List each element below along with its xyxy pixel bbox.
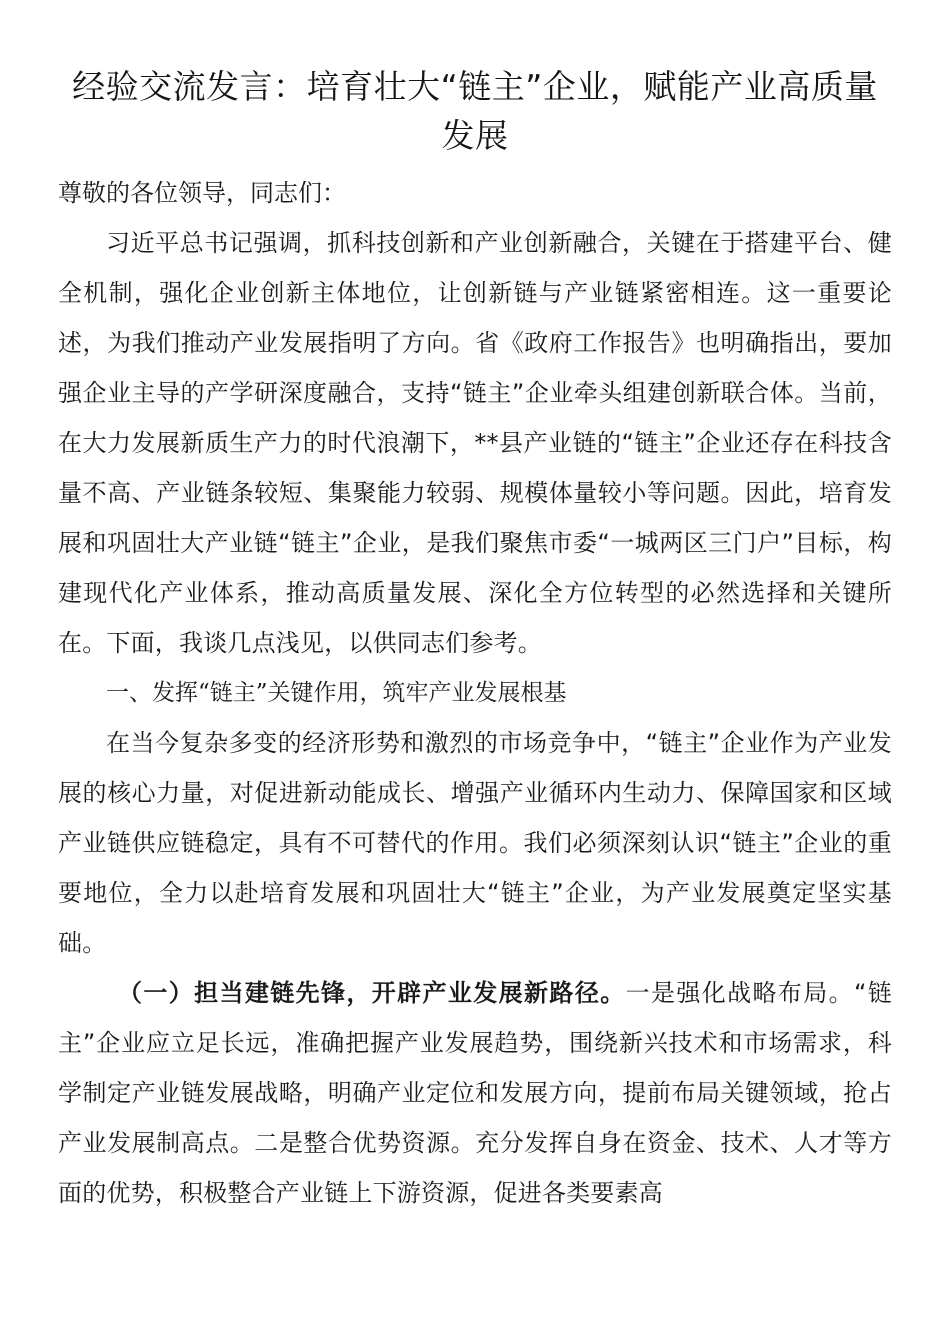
section-1-intro: 在当今复杂多变的经济形势和激烈的市场竞争中，“链主”企业作为产业发展的核心力量，对促进新动能成长、增强产业循环内生动力、保障国家和区域产业链供应链稳定，具有不可替代的作用。我们必须深刻认识“链主”企业的重要地位，全力以赴培育发展和巩固壮大“链主”企业，为产业发展奠定坚实基础。: [58, 729, 892, 957]
subsection-1-heading: （一）担当建链先锋，开辟产业发展新路径。: [118, 978, 626, 1007]
section-heading-1: 一、发挥“链主”关键作用，筑牢产业发展根基: [106, 680, 567, 706]
opening-paragraph: 习近平总书记强调，抓科技创新和产业创新融合，关键在于搭建平台、健全机制，强化企业创新主体地位，让创新链与产业链紧密相连。这一重要论述，为我们推动产业发展指明了方向。省《政府工作报告》也明确指出，要加强企业主导的产学研深度融合，支持“链主”企业牵头组建创新联合体。当前，在大力发展新质生产力的时代浪潮下，**县产业链的“链主”企业还存在科技含量不高、产业链条较短、集聚能力较弱、规模体量较小等问题。因此，培育发展和巩固壮大产业链“链主”企业，是我们聚焦市委“一城两区三门户”目标，构建现代化产业体系，推动高质量发展、深化全方位转型的必然选择和关键所在。下面，我谈几点浅见，以供同志们参考。: [58, 229, 892, 657]
subsection-1-text: 一是强化战略布局。“链主”企业应立足长远，准确把握产业发展趋势，围绕新兴技术和市场需求，科学制定产业链发展战略，明确产业定位和发展方向，提前布局关键领域，抢占产业发展制高点。二是整合优势资源。充分发挥自身在资金、技术、人才等方面的优势，积极整合产业链上下游资源，促进各类要素高: [58, 979, 892, 1207]
subsection-1-paragraph: [58, 968, 892, 1218]
salutation: 尊敬的各位领导，同志们：: [58, 179, 346, 207]
document-title: 经验交流发言：培育壮大“链主”企业，赋能产业高质量发展: [72, 67, 878, 155]
